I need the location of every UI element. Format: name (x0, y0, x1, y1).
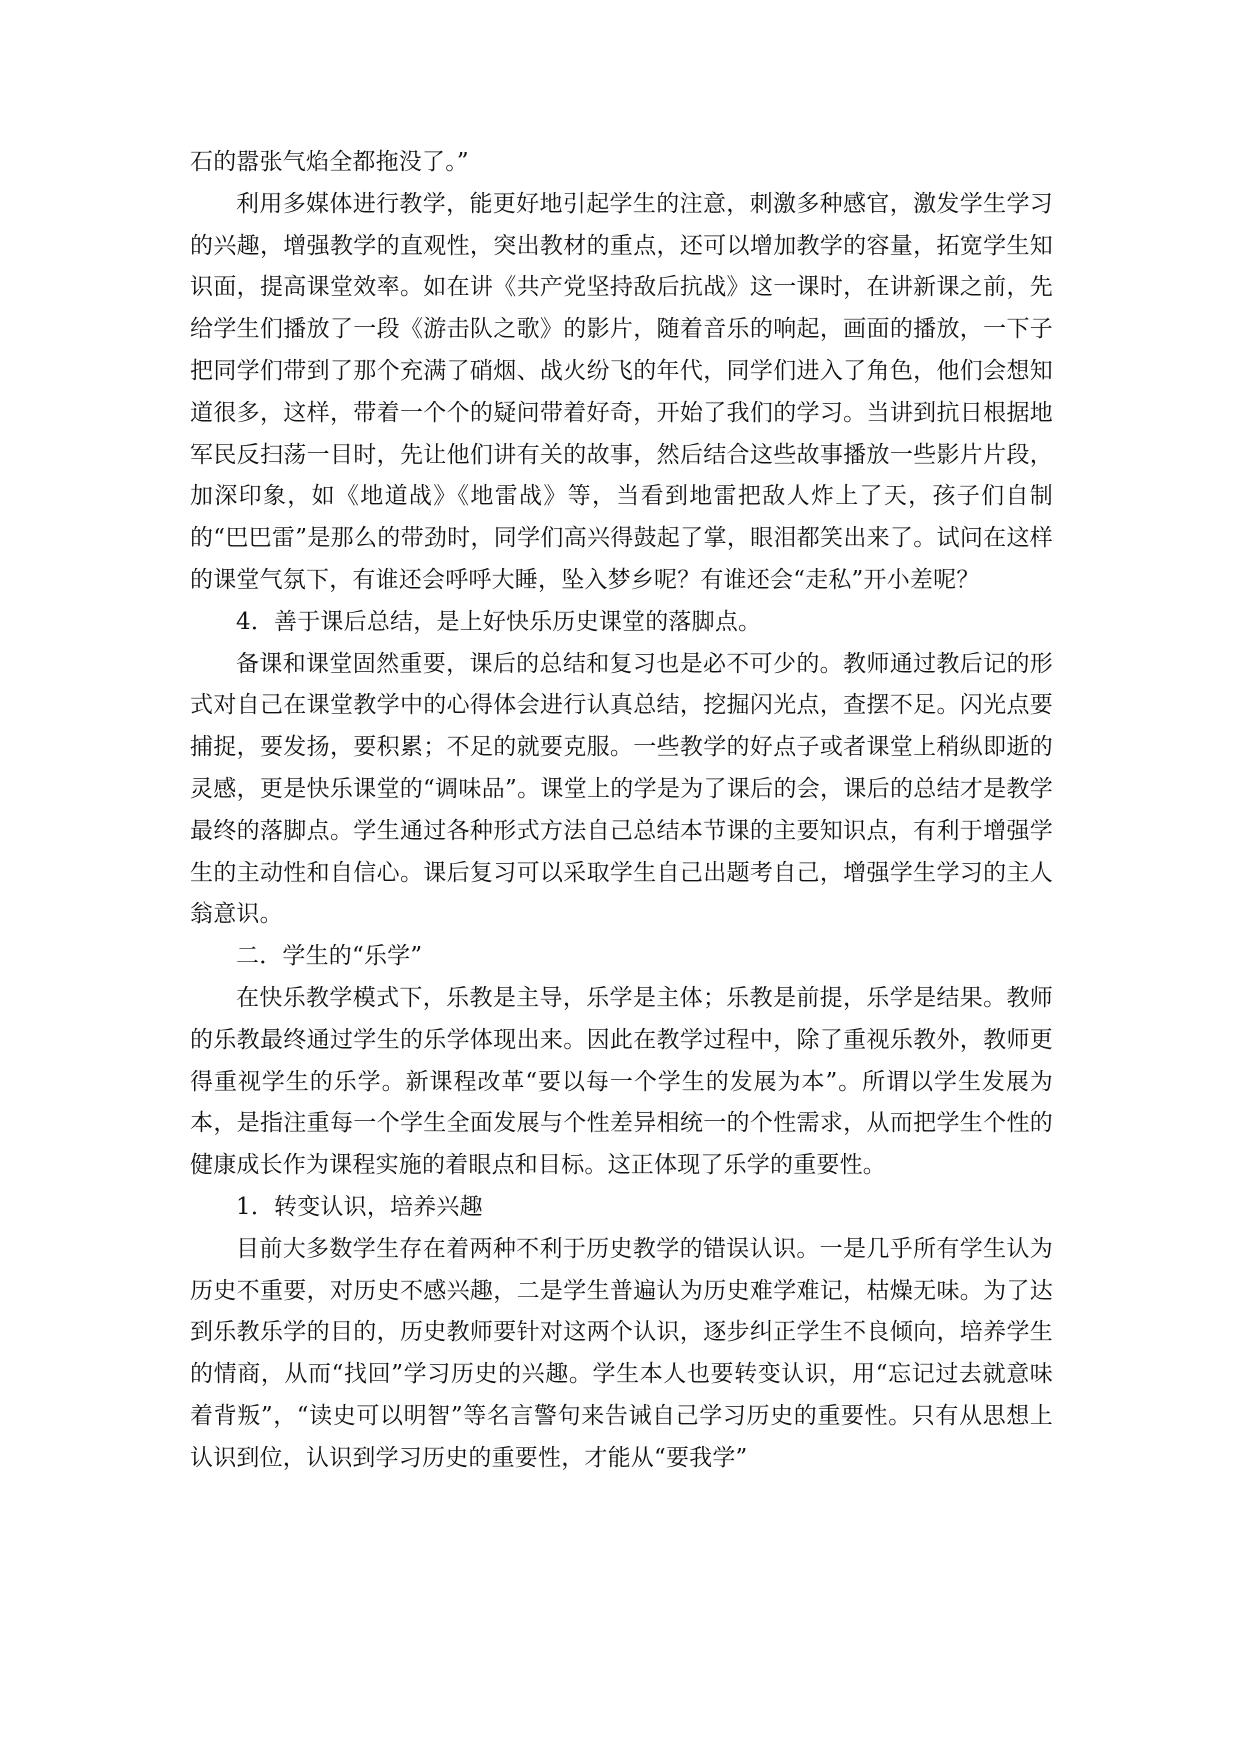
document-body (190, 142, 1053, 1480)
paragraph-continuation: 石的嚣张气焰全都拖没了。” (190, 149, 469, 175)
paragraph-after-class-summary: 备课和课堂固然重要，课后的总结和复习也是必不可少的。教师通过教后记的形式对自己在课堂教学中的心得体会进行认真总结，挖掘闪光点，查摆不足。闪光点要捕捉，要发扬，要积累；不足的就要克服。一些教学的好点子或者课堂上稍纵即逝的灵感，更是快乐课堂的“调味品”。课堂上的学是为了课后的会，课后的总结才是教学最终的落脚点。学生通过各种形式方法自己总结本节课的主要知识点，有利于增强学生的主动性和自信心。课后复习可以采取学生自己出题考自己，增强学生学习的主人翁意识。 (190, 650, 1053, 928)
paragraph-multimedia-teaching: 利用多媒体进行教学，能更好地引起学生的注意，刺激多种感官，激发学生学习的兴趣，增强教学的直观性，突出教材的重点，还可以增加教学的容量，拓宽学生知识面，提高课堂效率。如在讲《共产党坚持敌后抗战》这一课时，在讲新课之前，先给学生们播放了一段《游击队之歌》的影片，随着音乐的响起，画面的播放，一下子把同学们带到了那个充满了硝烟、战火纷飞的年代，同学们进入了角色，他们会想知道很多，这样，带着一个个的疑问带着好奇，开始了我们的学习。当讲到抗日根据地军民反扫荡一目时，先让他们讲有关的故事，然后结合这些故事播放一些影片片段，加深印象，如《地道战》《地雷战》等，当看到地雷把敌人炸上了天，孩子们自制的“巴巴雷”是那么的带劲时，同学们高兴得鼓起了掌，眼泪都笑出来了。试问在这样的课堂气氛下，有谁还会呼呼大睡，坠入梦乡呢？有谁还会“走私”开小差呢？ (190, 190, 1053, 593)
paragraph-change-perception: 目前大多数学生存在着两种不利于历史教学的错误认识。一是几乎所有学生认为历史不重要，对历史不感兴趣，二是学生普遍认为历史难学难记，枯燥无味。为了达到乐教乐学的目的，历史教师要针对这两个认识，逐步纠正学生不良倾向，培养学生的情商，从而“找回”学习历史的兴趣。学生本人也要转变认识，用“忘记过去就意味着背叛”，“读史可以明智”等名言警句来告诫自己学习历史的重要性。只有从思想上认识到位，认识到学习历史的重要性，才能从“要我学” (190, 1235, 1053, 1471)
section-heading-change-perception: 1．转变认识，培养兴趣 (236, 1193, 483, 1220)
paragraph-happy-learning: 在快乐教学模式下，乐教是主导，乐学是主体；乐教是前提，乐学是结果。教师的乐教最终通过学生的乐学体现出来。因此在教学过程中，除了重视乐教外，教师更得重视学生的乐学。新课程改革“要以每一个学生的发展为本”。所谓以学生发展为本，是指注重每一个学生全面发展与个性差异相统一的个性需求，从而把学生个性的健康成长作为课程实施的着眼点和目标。这正体现了乐学的重要性。 (190, 984, 1053, 1179)
section-heading-happy-learning: 二．学生的“乐学” (236, 943, 423, 970)
section-heading-after-class-summary: 4．善于课后总结，是上好快乐历史课堂的落脚点。 (236, 608, 762, 635)
